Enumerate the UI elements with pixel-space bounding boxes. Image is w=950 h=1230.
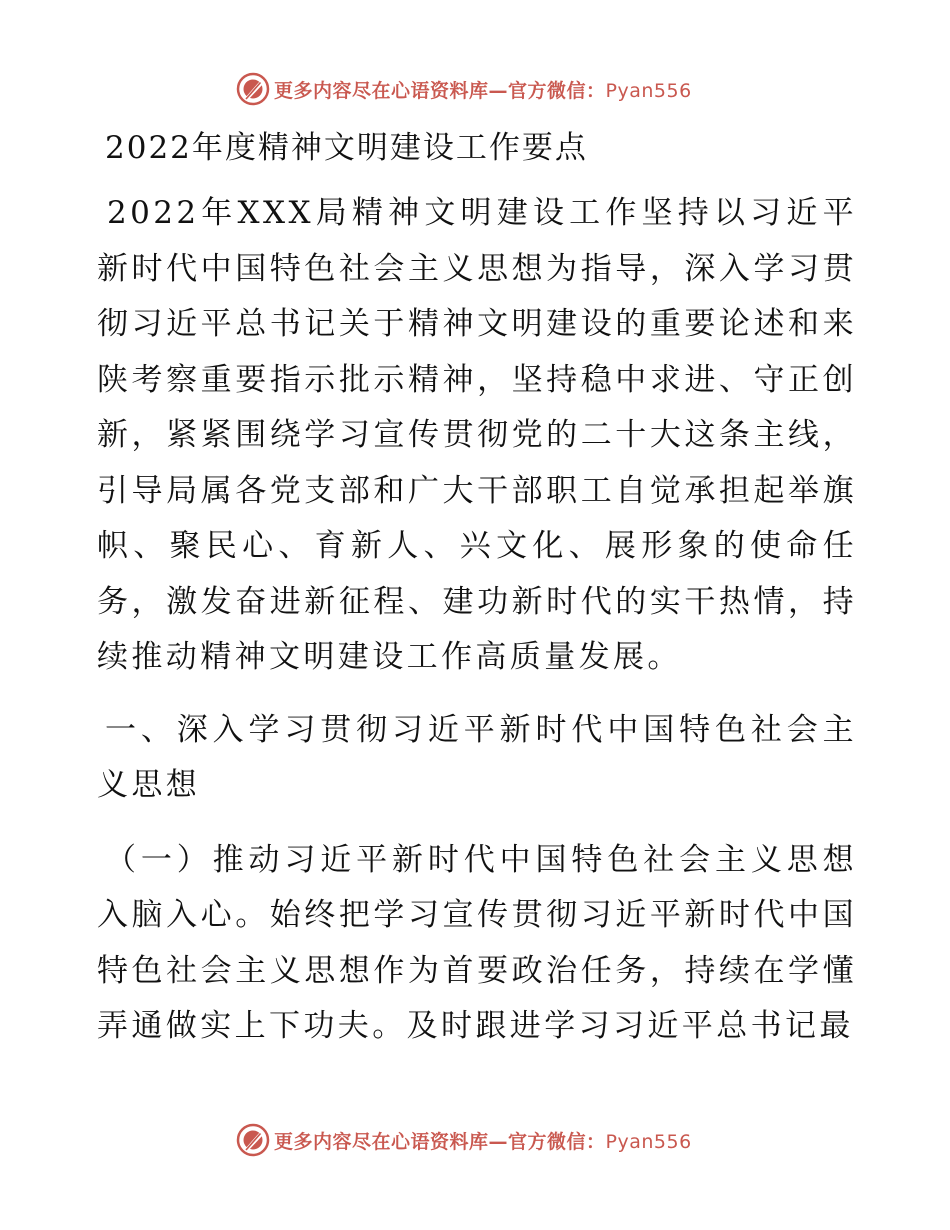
subsection-paragraph-1: （一）推动习近平新时代中国特色社会主义思想入脑入心。始终把学习宣传贯彻习近平新时代中国特色社会主义思想作为首要政治任务，持续在学懂弄通做实上下功夫。及时跟进学习习近平总书记最 [97, 841, 857, 1044]
pen-logo-icon [236, 72, 270, 106]
watermark-wechat-id: Pyan556 [605, 79, 692, 102]
watermark-footer [236, 1123, 692, 1157]
watermark-wechat-id: Pyan556 [605, 1130, 692, 1153]
intro-paragraph: 2022年XXX局精神文明建设工作坚持以习近平新时代中国特色社会主义思想为指导，深入学习贯彻习近平总书记关于精神文明建设的重要论述和来陕考察重要指示批示精神，坚持稳中求进、守正创新，紧紧围绕学习宣传贯彻党的二十大这条主线，引导局属各党支部和广大干部职工自觉承担起举旗帜、聚民心、育新人、兴文化、展形象的使命任务，激发奋进新征程、建功新时代的实干热情，持续推动精神文明建设工作高质量发展。 [97, 195, 857, 675]
section-heading-1: 一、深入学习贯彻习近平新时代中国特色社会主义思想 [97, 711, 857, 803]
watermark-header [236, 72, 692, 106]
watermark-text: 更多内容尽在心语资料库—官方微信： [274, 79, 606, 102]
pen-logo-icon [236, 1123, 270, 1157]
document-body [97, 118, 857, 1055]
document-title: 2022年度精神文明建设工作要点 [105, 130, 588, 166]
watermark-text: 更多内容尽在心语资料库—官方微信： [274, 1130, 606, 1153]
